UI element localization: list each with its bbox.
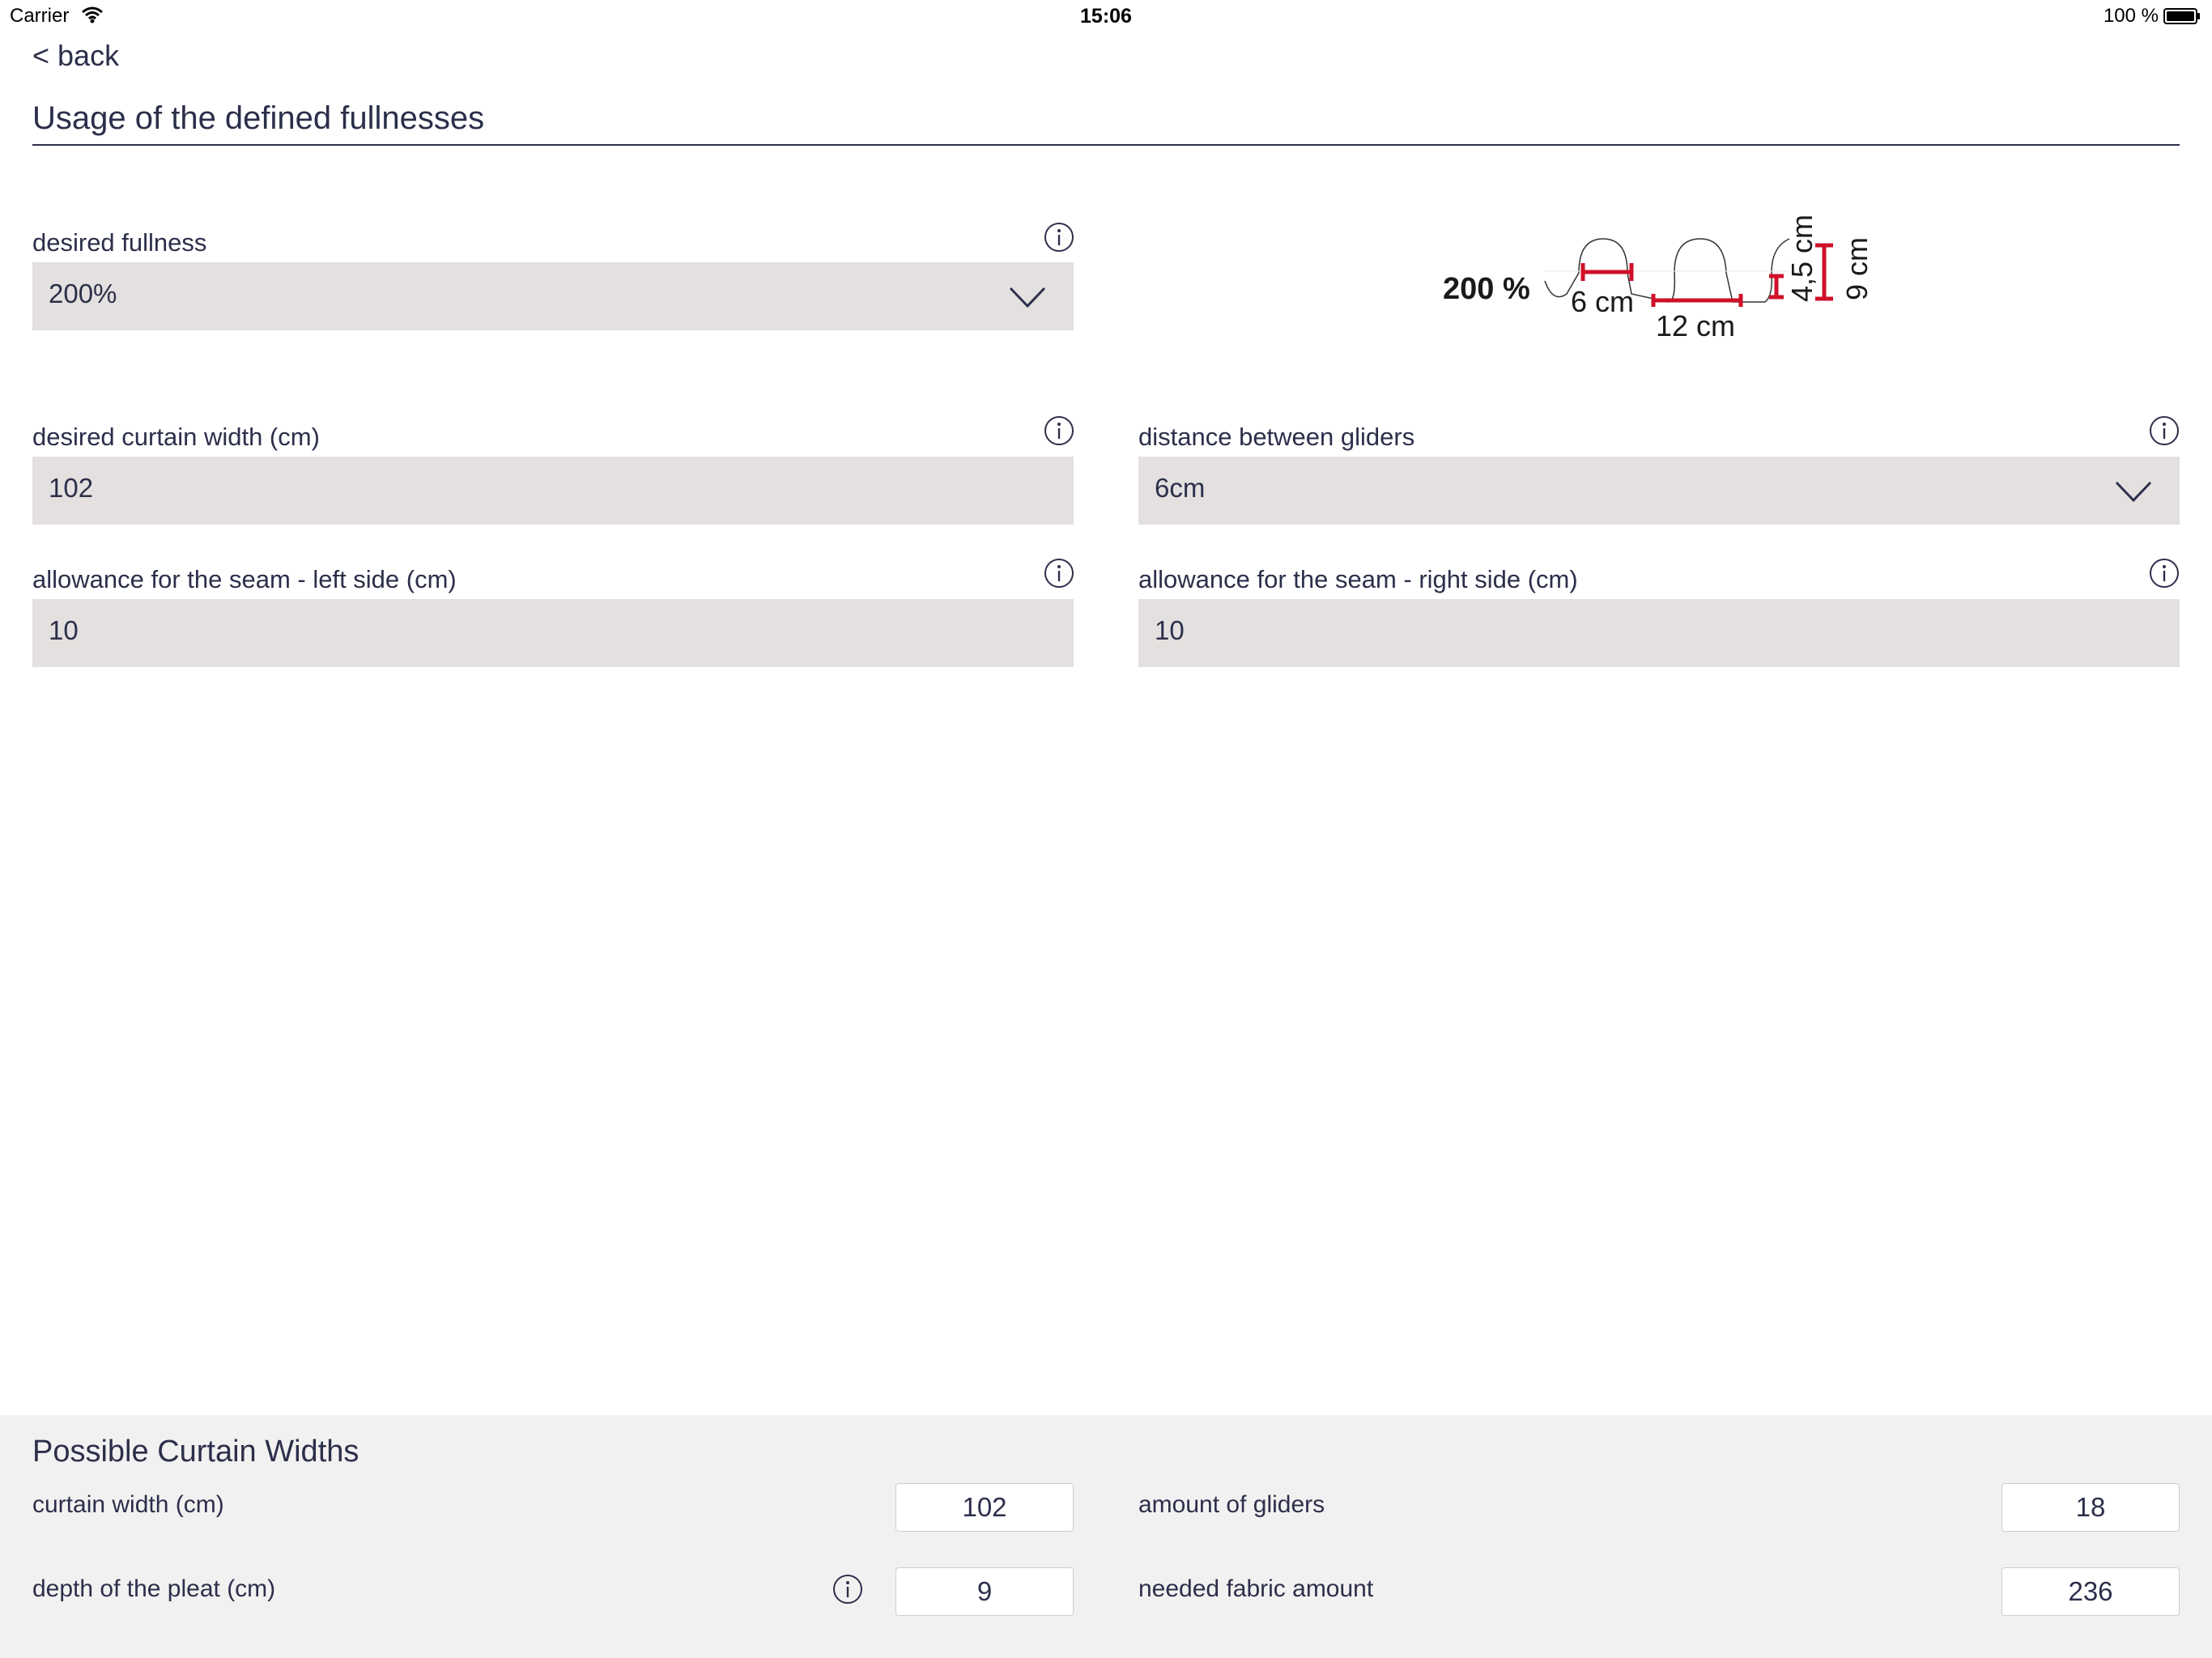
carrier-label: Carrier	[10, 5, 70, 27]
seam-left-label: allowance for the seam - left side (cm)	[32, 565, 457, 593]
battery-icon	[2163, 8, 2201, 24]
pleat-spacing-marker	[1653, 294, 1741, 307]
seam-right-input[interactable]	[1138, 599, 2180, 667]
title-divider	[32, 144, 2180, 146]
result-pleat-depth-label: depth of the pleat (cm)	[32, 1575, 276, 1602]
half-depth-label: 4,5 cm	[1785, 214, 1819, 302]
page-title: Usage of the defined fullnesses	[32, 100, 485, 136]
pleat-diagram	[1433, 198, 1887, 352]
status-bar	[0, 0, 2212, 32]
glider-distance-select[interactable]	[1138, 457, 2180, 525]
chevron-down-icon	[1007, 278, 1048, 314]
desired-fullness-select[interactable]	[32, 262, 1074, 330]
info-icon[interactable]	[2149, 415, 2180, 446]
desired-fullness-label: desired fullness	[32, 228, 207, 257]
result-pleat-depth-field[interactable]: 9	[895, 1567, 1074, 1616]
info-icon[interactable]	[1044, 558, 1074, 589]
seam-right-value: 10	[1155, 615, 1185, 645]
glider-distance-label: distance between gliders	[1138, 423, 1415, 451]
result-glider-amount-field[interactable]: 18	[2001, 1483, 2180, 1532]
info-icon[interactable]	[832, 1574, 863, 1605]
glider-spacing-label: 6 cm	[1571, 285, 1635, 318]
chevron-down-icon	[2113, 473, 2154, 508]
pleat-spacing-label: 12 cm	[1656, 309, 1736, 342]
result-fabric-amount-label: needed fabric amount	[1138, 1575, 1374, 1602]
seam-right-label: allowance for the seam - right side (cm)	[1138, 565, 1578, 593]
clock: 15:06	[1080, 5, 1132, 28]
desired-fullness-value: 200%	[49, 278, 117, 308]
info-icon[interactable]	[2149, 558, 2180, 589]
result-curtain-width-label: curtain width (cm)	[32, 1491, 224, 1518]
curtain-width-label: desired curtain width (cm)	[32, 423, 320, 451]
result-glider-amount-label: amount of gliders	[1138, 1491, 1325, 1518]
depth-label: 9 cm	[1840, 236, 1874, 300]
glider-distance-value: 6cm	[1155, 473, 1206, 503]
glider-spacing-marker	[1583, 263, 1631, 281]
results-panel	[0, 1415, 2212, 1658]
info-icon[interactable]	[1044, 222, 1074, 253]
curtain-width-value: 102	[49, 473, 94, 503]
results-title: Possible Curtain Widths	[32, 1435, 359, 1469]
diagram-fullness-label: 200 %	[1443, 272, 1530, 306]
battery-percentage: 100 %	[2103, 5, 2159, 27]
seam-left-value: 10	[49, 615, 79, 645]
result-fabric-amount-field[interactable]: 236	[2001, 1567, 2180, 1616]
result-curtain-width-field[interactable]: 102	[895, 1483, 1074, 1532]
info-icon[interactable]	[1044, 415, 1074, 446]
curtain-width-input[interactable]	[32, 457, 1074, 525]
seam-left-input[interactable]	[32, 599, 1074, 667]
back-button[interactable]: < back	[32, 39, 120, 72]
